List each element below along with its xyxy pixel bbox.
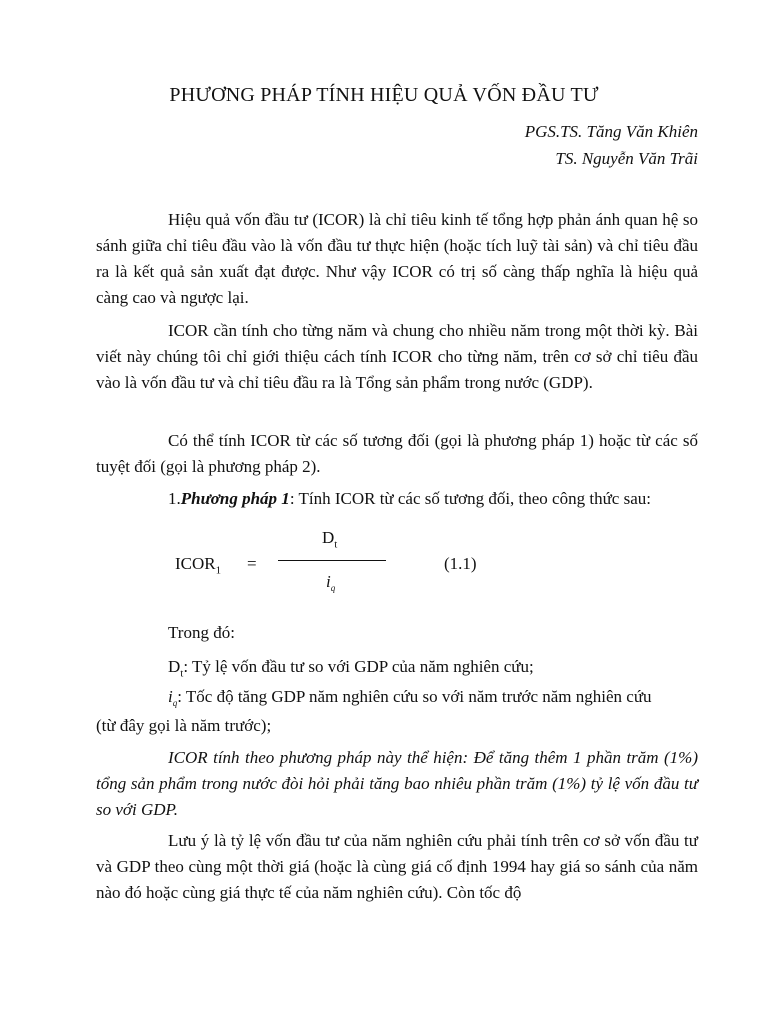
method-description: : Tính ICOR từ các số tương đối, theo công thức sau: xyxy=(289,489,651,508)
dt-definition: $D_t$: Tỷ lệ vốn đầu tư so với GDP của năm nghiên cứu; xyxy=(168,657,534,680)
page-title: PHƯƠNG PHÁP TÍNH HIỆU QUẢ VỐN ĐẦU TƯ xyxy=(169,84,599,106)
author-2: TS. Nguyễn Văn Trãi xyxy=(555,149,698,168)
method-name: Phương pháp 1 xyxy=(180,489,290,508)
method-number: 1. xyxy=(168,489,181,508)
where-label: Trong đó: xyxy=(168,623,235,642)
formula-fraction-bar xyxy=(278,560,386,561)
paragraph-1: Hiệu quả vốn đầu tư (ICOR) là chỉ tiêu kinh tế tổng hợp phản ánh quan hệ so sánh giữa chỉ tiêu đầu vào là vốn đầu tư thực hiện (hoặc tích luỹ tài sản) và chỉ tiêu đầu ra là kết quả sản xuất đạt được. Như vậy ICOR có trị số càng thấp nghĩa là hiệu quả càng cao và ngược lại. xyxy=(96,210,698,307)
formula-numerator: $D_t$ xyxy=(322,528,338,551)
paragraph-2: ICOR cần tính cho từng năm và chung cho nhiều năm trong một thời kỳ. Bài viết này chúng tôi chỉ giới thiệu cách tính ICOR cho từng năm, trên cơ sở chỉ tiêu đầu vào là vốn đầu tư và chỉ tiêu đầu ra là Tổng sản phẩm trong nước (GDP). xyxy=(96,321,698,392)
formula-number: (1.1) xyxy=(444,554,477,573)
author-1: PGS.TS. Tăng Văn Khiên xyxy=(524,122,698,141)
formula-equals: = xyxy=(247,554,257,573)
iq-definition-cont: (từ đây gọi là năm trước); xyxy=(96,716,272,735)
paragraph-3: Có thể tính ICOR từ các số tương đối (gọi là phương pháp 1) hoặc từ các số tuyệt đối (gọi là phương pháp 2). xyxy=(96,431,698,476)
italic-note: ICOR tính theo phương pháp này thể hiện: Để tăng thêm 1 phần trăm (1%) tổng sản phẩm trong nước đòi hỏi phải tăng bao nhiêu phần trăm (1%) tỷ lệ vốn đầu tư so với GDP. xyxy=(96,748,698,819)
paragraph-last: Lưu ý là tỷ lệ vốn đầu tư của năm nghiên cứu phải tính trên cơ sở vốn đầu tư và GDP theo cùng một thời giá (hoặc là cùng giá cố định 1994 hay giá so sánh của năm nào đó hoặc cùng giá thực tế của năm nghiên cứu). Còn tốc độ xyxy=(96,831,698,902)
iq-definition: $i_q$: Tốc độ tăng GDP năm nghiên cứu so với năm trước năm nghiên cứu xyxy=(168,687,652,708)
formula-lhs: $ICOR_1$ xyxy=(175,554,222,577)
method-1-heading xyxy=(96,486,698,512)
formula-denominator: $i_q$ xyxy=(326,572,336,593)
